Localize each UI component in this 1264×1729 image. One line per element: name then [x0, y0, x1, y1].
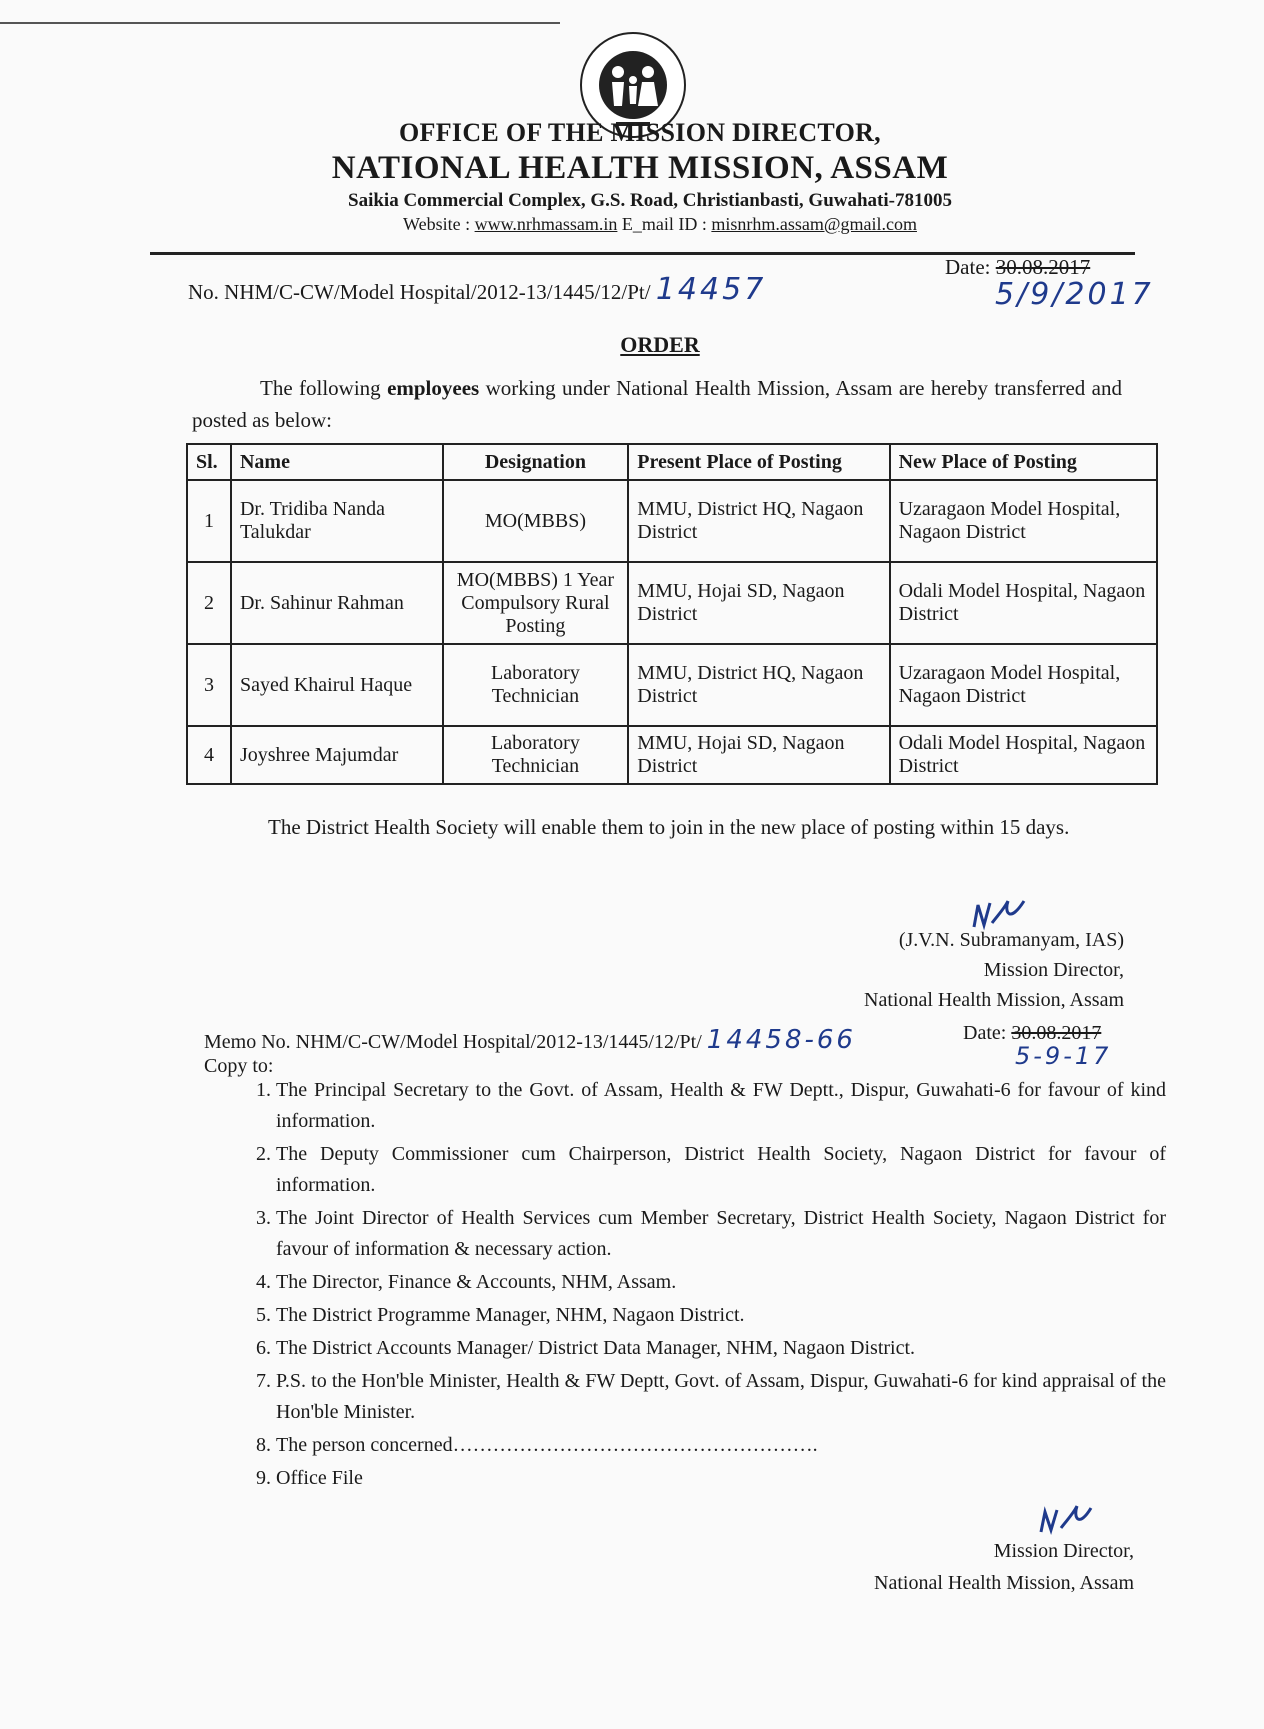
- handwritten-reference: 14457: [655, 272, 767, 307]
- cell-designation: MO(MBBS): [443, 480, 629, 562]
- order-intro: The following employees working under National Health Mission, Assam are hereby transferred and posted as below:: [192, 376, 1123, 432]
- list-item: 5. The District Programme Manager, NHM, Nagaon District.: [276, 1300, 1166, 1331]
- footer-signatory-org: National Health Mission, Assam: [874, 1572, 1134, 1594]
- cell-present: MMU, Hojai SD, Nagaon District: [628, 726, 889, 784]
- table-row: [187, 562, 1157, 644]
- office-title: OFFICE OF THE MISSION DIRECTOR,: [399, 118, 881, 147]
- col-header-new: New Place of Posting: [890, 444, 1157, 480]
- cell-designation: Laboratory Technician: [443, 644, 629, 726]
- memo-handwritten-date: 5-9-17: [1015, 1042, 1112, 1070]
- list-item: 6. The District Accounts Manager/ District Data Manager, NHM, Nagaon District.: [276, 1333, 1166, 1364]
- cell-sl: 3: [187, 644, 231, 726]
- top-rule: [0, 22, 560, 24]
- contact-line: [340, 214, 980, 235]
- cell-designation: Laboratory Technician: [443, 726, 629, 784]
- table-row: [187, 480, 1157, 562]
- cell-sl: 1: [187, 480, 231, 562]
- reference-number: [188, 272, 766, 307]
- struck-date: 30.08.2017: [995, 255, 1091, 279]
- footer-signatory-block: [874, 1535, 1134, 1599]
- list-item: 2. The Deputy Commissioner cum Chairperson, District Health Society, Nagaon District for favour of information.: [276, 1139, 1166, 1201]
- cell-sl: 2: [187, 562, 231, 644]
- email-link[interactable]: misnrhm.assam@gmail.com: [711, 214, 917, 234]
- handwritten-date: 5/9/2017: [995, 277, 1154, 312]
- memo-date-label: Date:: [963, 1022, 1007, 1044]
- posting-table: [186, 443, 1158, 785]
- list-item: 1. The Principal Secretary to the Govt. of Assam, Health & FW Deptt., Dispur, Guwahati-6 for favour of kind information.: [276, 1075, 1166, 1137]
- footer-signatory-title: Mission Director,: [993, 1540, 1134, 1562]
- signature-mark: [1035, 1500, 1095, 1540]
- cell-new: Uzaragaon Model Hospital, Nagaon District: [890, 644, 1157, 726]
- copy-to-label: Copy to:: [204, 1055, 274, 1077]
- list-item: 7. P.S. to the Hon'ble Minister, Health & FW Deptt, Govt. of Assam, Dispur, Guwahati-6 for kind appraisal of the Hon'ble Minister.: [276, 1366, 1166, 1428]
- reference-text: No. NHM/C-CW/Model Hospital/2012-13/1445/12/Pt/: [188, 280, 651, 304]
- email-label: E_mail ID :: [621, 214, 707, 234]
- col-header-sl: Sl.: [187, 444, 231, 480]
- cell-present: MMU, District HQ, Nagaon District: [628, 644, 889, 726]
- order-closing: The District Health Society will enable them to join in the new place of posting within 15 days.: [268, 815, 1070, 839]
- cell-new: Uzaragaon Model Hospital, Nagaon District: [890, 480, 1157, 562]
- website-link[interactable]: www.nrhmassam.in: [474, 214, 618, 234]
- cell-present: MMU, Hojai SD, Nagaon District: [628, 562, 889, 644]
- date-label: Date:: [945, 255, 991, 279]
- list-item: 9. Office File: [276, 1463, 1166, 1494]
- signatory-name: (J.V.N. Subramanyam, IAS): [898, 929, 1124, 951]
- list-item: 8. The person concerned……………………………………………….: [276, 1430, 1166, 1461]
- memo-struck-date: 30.08.2017: [1011, 1022, 1102, 1044]
- cell-sl: 4: [187, 726, 231, 784]
- cell-name: Joyshree Majumdar: [231, 726, 443, 784]
- signatory-block: [864, 925, 1124, 1015]
- memo-number: [204, 1025, 856, 1055]
- col-header-present: Present Place of Posting: [628, 444, 889, 480]
- cell-designation: MO(MBBS) 1 Year Compulsory Rural Posting: [443, 562, 629, 644]
- col-header-name: Name: [231, 444, 443, 480]
- cell-name: Sayed Khairul Haque: [231, 644, 443, 726]
- website-label: Website :: [403, 214, 471, 234]
- col-header-designation: Designation: [443, 444, 629, 480]
- order-heading: ORDER: [620, 332, 700, 357]
- office-address: Saikia Commercial Complex, G.S. Road, Christianbasti, Guwahati-781005: [348, 190, 952, 211]
- table-row: [187, 726, 1157, 784]
- list-item: 4. The Director, Finance & Accounts, NHM, Assam.: [276, 1267, 1166, 1298]
- cell-new: Odali Model Hospital, Nagaon District: [890, 726, 1157, 784]
- signatory-title: Mission Director,: [983, 959, 1124, 981]
- copy-recipient-list: [240, 1075, 1166, 1496]
- table-header-row: [187, 444, 1157, 480]
- list-item: 3. The Joint Director of Health Services cum Member Secretary, District Health Society, Nagaon District for favour of information & necessary action.: [276, 1203, 1166, 1265]
- cell-new: Odali Model Hospital, Nagaon District: [890, 562, 1157, 644]
- cell-name: Dr. Sahinur Rahman: [231, 562, 443, 644]
- handwritten-memo-number: 14458-66: [706, 1025, 856, 1055]
- memo-text: Memo No. NHM/C-CW/Model Hospital/2012-13/1445/12/Pt/: [204, 1031, 702, 1053]
- organisation-name: NATIONAL HEALTH MISSION, ASSAM: [331, 150, 949, 186]
- employees-emphasis: employees: [387, 376, 480, 400]
- signatory-org: National Health Mission, Assam: [864, 989, 1124, 1011]
- table-row: [187, 644, 1157, 726]
- cell-present: MMU, District HQ, Nagaon District: [628, 480, 889, 562]
- cell-name: Dr. Tridiba Nanda Talukdar: [231, 480, 443, 562]
